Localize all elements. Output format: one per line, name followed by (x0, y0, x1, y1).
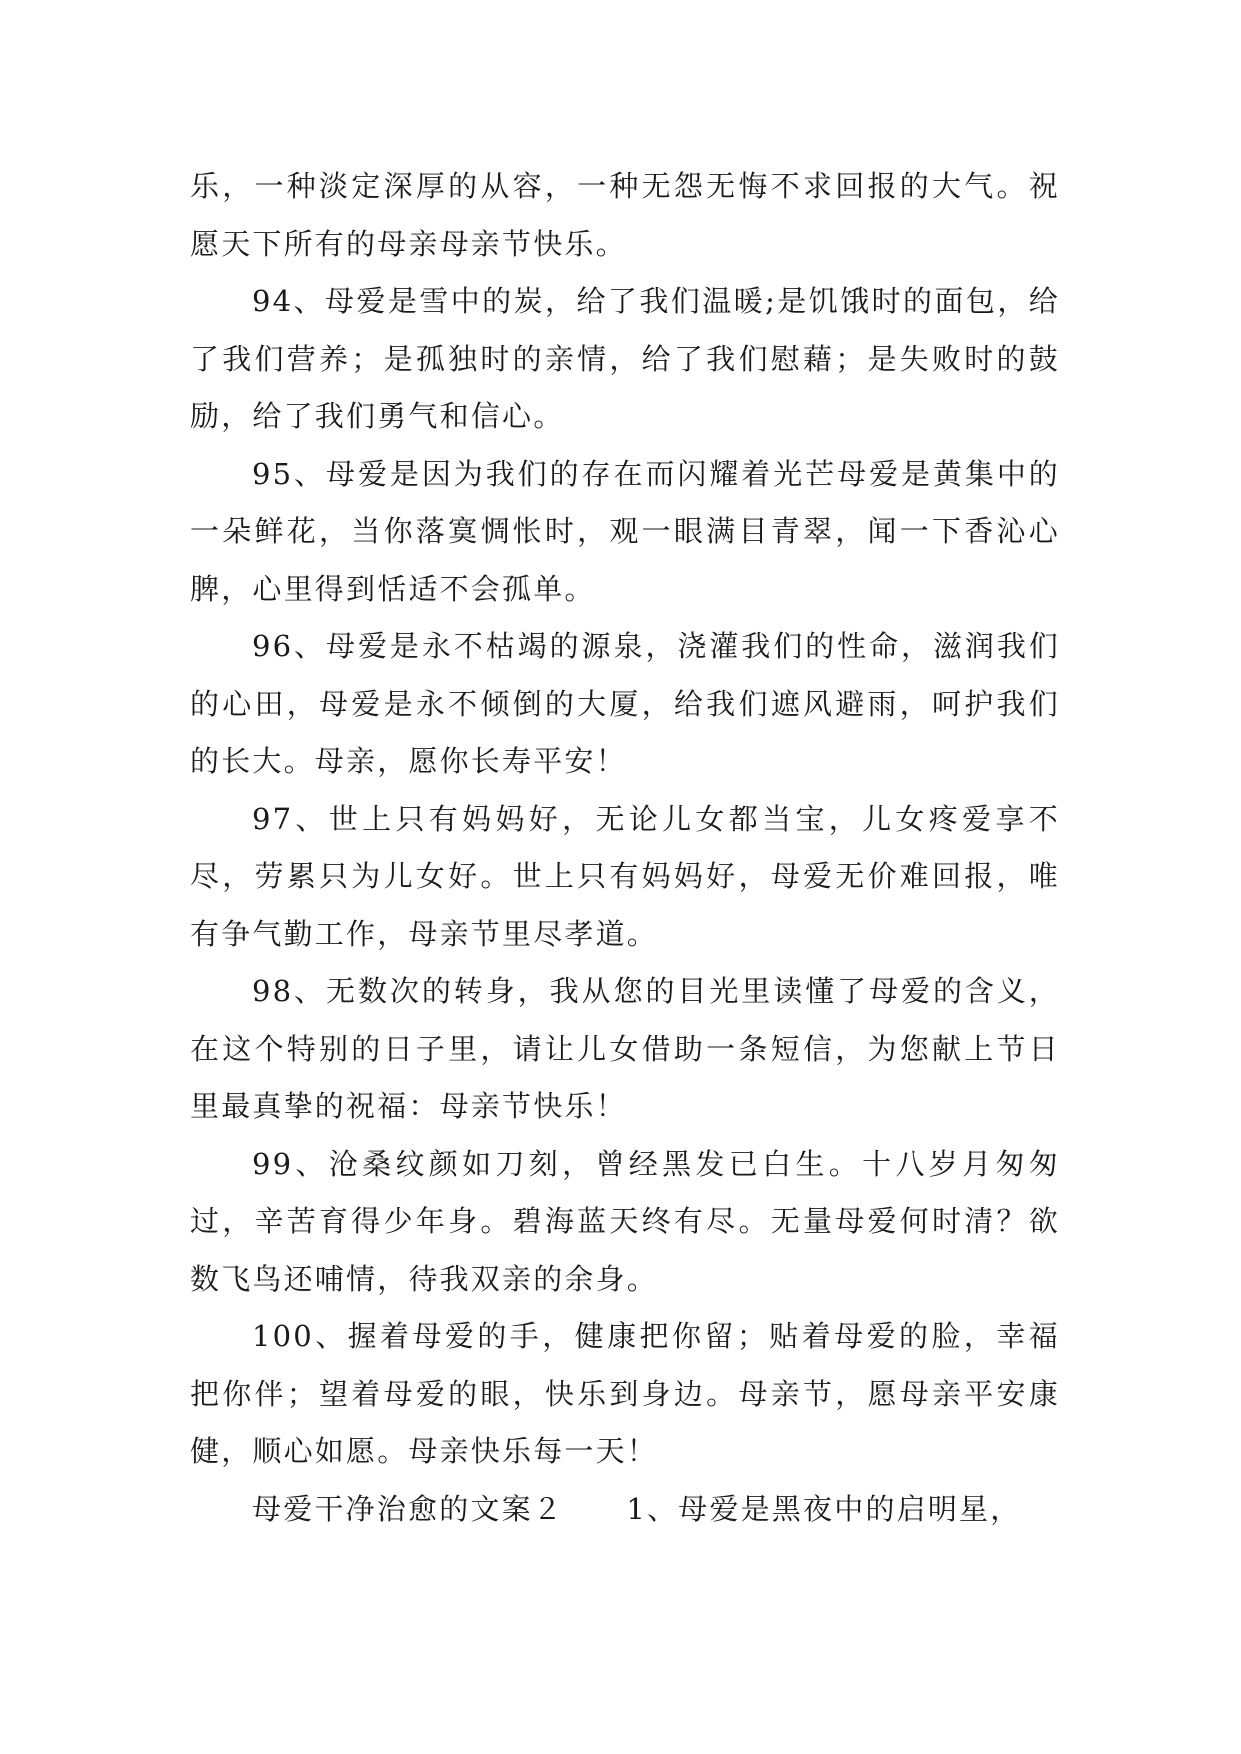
paragraph-continuation: 乐，一种淡定深厚的从容，一种无怨无悔不求回报的大气。祝愿天下所有的母亲母亲节快乐。 (190, 169, 1060, 261)
paragraph-97: 97、世上只有妈妈好，无论儿女都当宝，儿女疼爱享不尽，劳累只为儿女好。世上只有妈妈好，母爱无价难回报，唯有争气勤工作，母亲节里尽孝道。 (190, 801, 1060, 951)
paragraph-100: 100、握着母爱的手，健康把你留；贴着母爱的脸，幸福把你伴；望着母爱的眼，快乐到身边。母亲节，愿母亲平安康健，顺心如愿。母亲快乐每一天！ (190, 1319, 1060, 1468)
section-heading-2: 母爱干净治愈的文案２ 1、母爱是黑夜中的启明星， (252, 1491, 1022, 1526)
paragraph-94: 94、母爱是雪中的炭，给了我们温暖;是饥饿时的面包，给了我们营养；是孤独时的亲情，给了我们慰藉；是失败时的鼓励，给了我们勇气和信心。 (190, 284, 1060, 433)
paragraph-96: 96、母爱是永不枯竭的源泉，浇灌我们的性命，滋润我们的心田，母爱是永不倾倒的大厦，给我们遮风避雨，呵护我们的长大。母亲，愿你长寿平安！ (190, 629, 1060, 778)
paragraph-99: 99、沧桑纹颜如刀刻，曾经黑发已白生。十八岁月匆匆过，辛苦育得少年身。碧海蓝天终有尽。无量母爱何时清？欲数飞鸟还哺情，待我双亲的余身。 (190, 1146, 1060, 1296)
paragraph-98: 98、无数次的转身，我从您的目光里读懂了母爱的含义，在这个特别的日子里，请让儿女借助一条短信，为您献上节日里最真挚的祝福：母亲节快乐！ (190, 974, 1060, 1123)
document-body (190, 158, 1060, 1538)
paragraph-95: 95、母爱是因为我们的存在而闪耀着光芒母爱是黄集中的一朵鲜花，当你落寞惆怅时，观一眼满目青翠，闻一下香沁心脾，心里得到恬适不会孤单。 (190, 456, 1060, 606)
